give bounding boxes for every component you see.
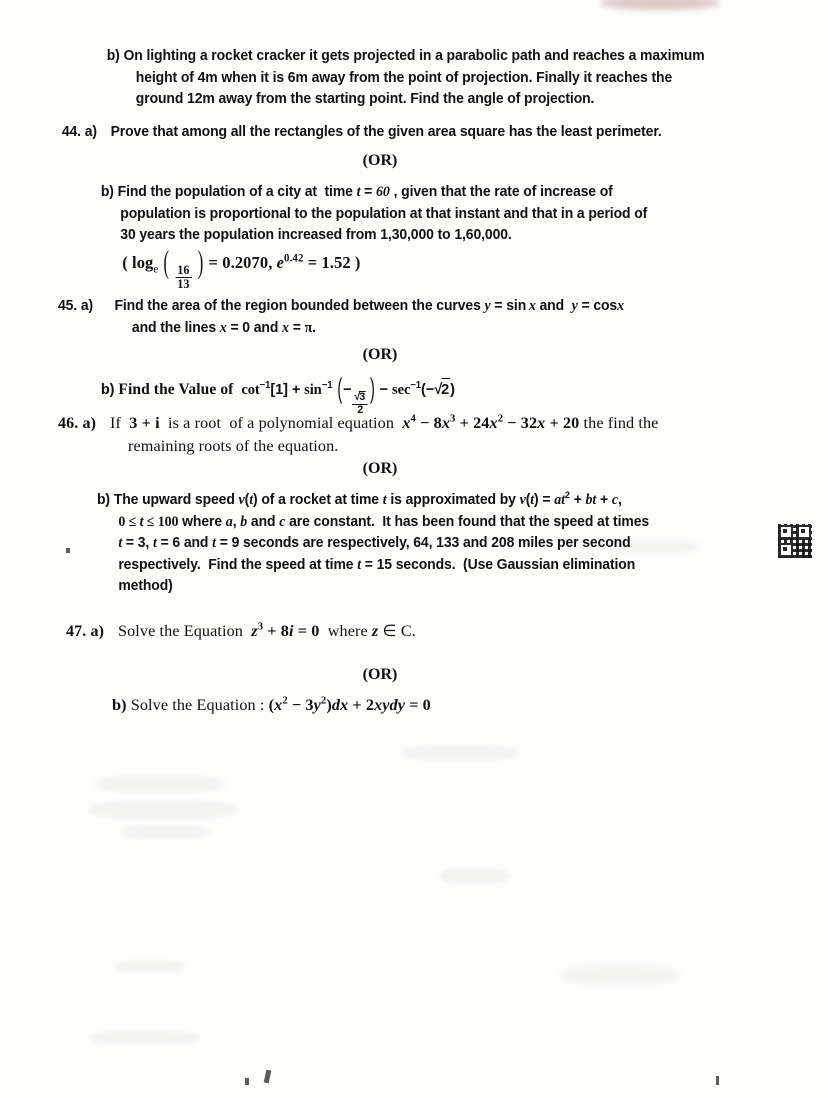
scan-artifact [90, 1030, 200, 1045]
scan-artifact [560, 965, 680, 985]
question-text: Prove that among all the rectangles of the given area square has the least perimeter. [110, 124, 662, 140]
or-separator: (OR) [362, 152, 398, 169]
question-number: 46. [58, 415, 79, 432]
cot-arg: [1] [270, 381, 288, 398]
paren-open: ( [163, 244, 170, 280]
or-separator: (OR) [362, 666, 398, 683]
fraction-denominator: 2 [357, 403, 364, 416]
qr-code-icon [778, 524, 812, 558]
question-item [0, 490, 803, 598]
question-item [0, 122, 803, 144]
term-cot: cot [241, 382, 260, 398]
fraction-denominator: 13 [177, 277, 190, 292]
scan-artifact [88, 800, 238, 820]
question-item [0, 182, 803, 291]
question-text: height of 4m when it is 6m away from the point of projection. Finally it reaches the [135, 69, 673, 86]
question-line: Solve the Equation $z^3 + 8i = 0$ where z ∈ C. [118, 620, 416, 640]
question-line: b) Find the population of a city at time t = 60 , given that the rate of increase of [100, 184, 613, 200]
question-item [0, 620, 828, 643]
question-line: population is proportional to the population at that instant and that in a period of [120, 205, 648, 222]
ink-speck [264, 1070, 272, 1084]
part-label: a) [90, 623, 104, 640]
part-label: a) [84, 124, 97, 140]
ink-speck [245, 1078, 249, 1085]
question-number: 44. [61, 124, 81, 140]
question-line: respectively. Find the speed at time t = 15 seconds. (Use Gaussian elimination [118, 556, 636, 573]
question-number: 45. [57, 298, 78, 314]
question-line: b) Solve the Equation : $(x^2 - 3y^2)dx$ + 2xydy = 0 [112, 694, 431, 714]
scan-artifact [400, 745, 520, 761]
scan-artifact [115, 960, 185, 973]
formula-line: ( $\log_e$ ( $\frac{16}{13}$ ) = 0.2070, $e^{0.42} = 1.52$ ) [101, 247, 764, 292]
inverse-exponent: −1 [410, 380, 422, 391]
log-base: e [153, 262, 159, 275]
question-item [0, 694, 828, 717]
question-line: If 3 + i is a root of a polynomial equation $x^4 - 8x^3 + 24x^2 - 32x + 20$ the find the [110, 412, 659, 432]
scan-artifact [95, 775, 225, 793]
scan-artifact [120, 825, 210, 839]
scan-artifact [440, 868, 510, 884]
exp-base: e [276, 252, 285, 272]
part-label: b) [97, 492, 110, 508]
exp-power: 0.42 [284, 251, 304, 264]
question-item [0, 412, 828, 458]
question-text: ground 12m away from the starting point. Find the angle of projection. [135, 91, 595, 107]
part-label: b) [100, 381, 115, 398]
question-line: and the lines x = 0 and x = π. [131, 319, 316, 336]
inverse-exponent: −1 [259, 380, 271, 391]
question-item [0, 296, 803, 339]
part-label: b) [106, 48, 120, 64]
paren-open: ( [337, 373, 343, 406]
fraction-numerator: √3 [352, 391, 368, 404]
log-value: 0.2070 [222, 252, 269, 272]
exp-value: 1.52 [321, 252, 351, 272]
given-root: 3 + i [129, 414, 160, 432]
question-line: t = 3, t = 6 and t = 9 seconds are respectively, 64, 133 and 208 miles per second [118, 535, 631, 551]
term-sec: sec [392, 382, 411, 398]
question-line: b) Find the Value of $\cot^{-1}[1] + \sin^{-1}$ (− $\frac{√3}{2}$ ) − $\sec^{-1}(-√2)$ [101, 378, 803, 416]
question-line: Find the area of the region bounded between the curves y = sin x and y = cosx [114, 298, 624, 314]
question-item [0, 46, 803, 111]
part-label: b) [112, 696, 127, 714]
question-text: On lighting a rocket cracker it gets projected in a parabolic path and reaches a maximum [123, 48, 705, 64]
question-line: b) The upward speed v(t) of a rocket at time t is approximated by $v(t) = at^2$ + bt + c, [97, 490, 622, 508]
part-label: a) [80, 298, 94, 314]
part-label: a) [82, 415, 96, 432]
ink-speck [716, 1076, 719, 1085]
part-label: b) [100, 184, 114, 200]
question-line: 0 ≤ t ≤ 100 where a, b and c are constant. It has been found that the speed at times [118, 513, 650, 530]
question-line [111, 122, 804, 144]
question-line [107, 46, 759, 68]
question-line: remaining roots of the equation. [128, 437, 339, 455]
question-line [107, 68, 759, 90]
fraction-numerator: 16 [177, 263, 190, 278]
sqrt-arg: 2 [441, 378, 450, 401]
scan-smudge [600, 0, 720, 10]
question-line [107, 89, 759, 111]
question-number: 47. [66, 623, 87, 640]
inverse-exponent: −1 [321, 380, 333, 391]
question-line: method) [118, 578, 173, 594]
term-sin: sin [304, 382, 322, 398]
paren-close: ) [197, 244, 204, 280]
or-separator: (OR) [362, 346, 398, 363]
question-item [0, 373, 803, 416]
paren-close: ) [369, 373, 375, 406]
question-line: 30 years the population increased from 1,30,000 to 1,60,000. [120, 227, 512, 243]
fraction [175, 264, 191, 291]
or-separator: (OR) [362, 460, 398, 477]
